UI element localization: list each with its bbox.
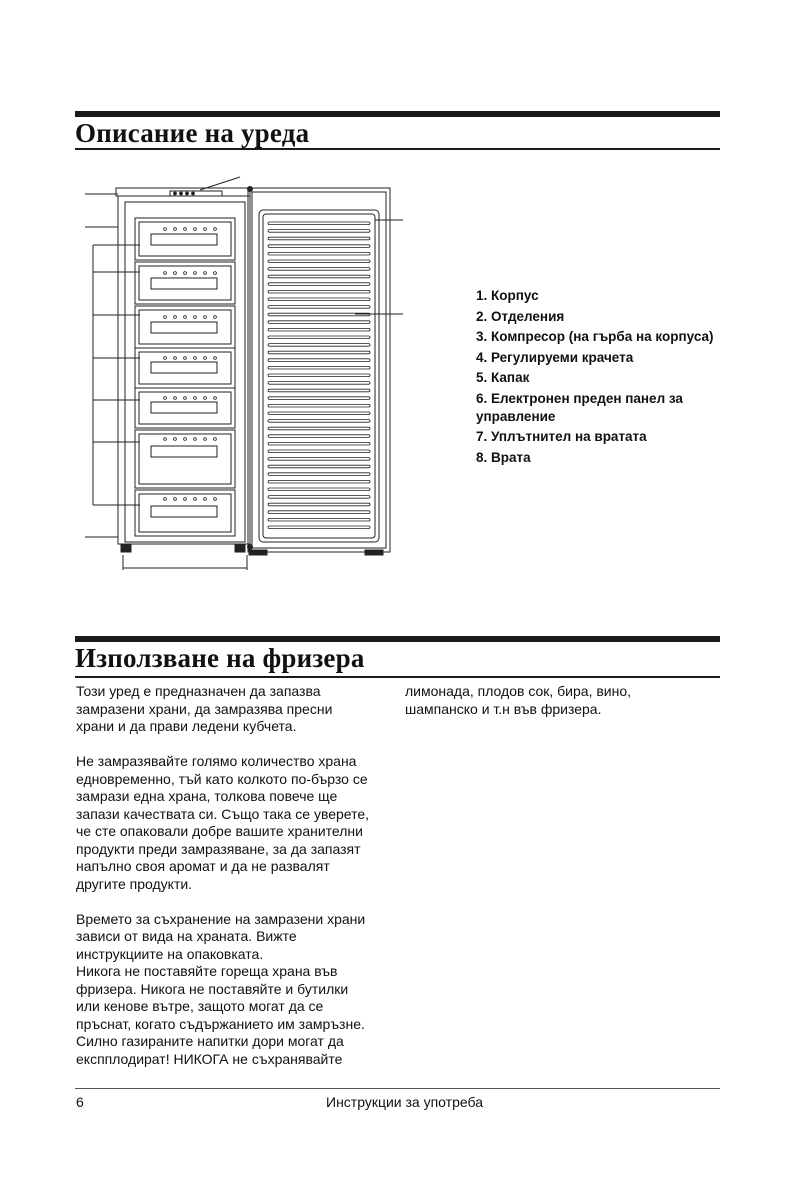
legend-item: 3. Компресор (на гърба на корпуса) (476, 329, 714, 344)
section-rule (75, 636, 720, 642)
drawer-dot (204, 438, 207, 441)
drawer-dot (194, 228, 197, 231)
drawer-dot (174, 498, 177, 501)
drawer-dot (194, 438, 197, 441)
drawer-dot (174, 228, 177, 231)
door-shelf-rib (268, 397, 370, 400)
door-shelf-rib (268, 268, 370, 271)
door-shelf-rib (268, 306, 370, 309)
door-shelf-rib (268, 420, 370, 423)
paragraph: Не замразявайте голямо количество храна едновременно, тъй като колкото по-бързо се замрази една храна, толкова повече ще запази качествата си. Също така се уверете, че сте опаковали добре вашите хранителни продукти преди замразяване, за да запазят напълно своя аромат и да не развалят другите продукти. (76, 753, 370, 892)
door-shelf-rib (268, 230, 370, 233)
drawer-dot (164, 498, 167, 501)
door-shelf-rib (268, 526, 370, 529)
drawer-dot (174, 357, 177, 360)
drawer-dot (214, 228, 217, 231)
drawer-dot (184, 438, 187, 441)
door-shelf-rib (268, 518, 370, 521)
drawer-dot (194, 357, 197, 360)
drawer-dot (174, 272, 177, 275)
drawer-dot (214, 316, 217, 319)
drawer-dot (214, 438, 217, 441)
door-shelf-rib (268, 503, 370, 506)
legend-item: 6. Електронен преден панел за управление (476, 390, 683, 424)
drawer-dot (204, 397, 207, 400)
drawer-dot (214, 357, 217, 360)
door-shelf-rib (268, 382, 370, 385)
door-shelf-rib (268, 321, 370, 324)
page-number: 6 (76, 1094, 84, 1110)
door-shelf-rib (268, 260, 370, 263)
legend-item: 7. Уплътнител на вратата (476, 429, 647, 444)
door-shelf-rib (268, 222, 370, 225)
door-shelf-rib (268, 275, 370, 278)
drawer-dot (164, 272, 167, 275)
door-shelf-rib (268, 290, 370, 293)
door-shelf-rib (268, 359, 370, 362)
drawer-dot (214, 272, 217, 275)
drawer-dot (194, 316, 197, 319)
title-underline (75, 676, 720, 678)
drawer-dot (174, 438, 177, 441)
door-shelf-rib (268, 458, 370, 461)
left-column (76, 683, 396, 1086)
drawer-dot (184, 228, 187, 231)
section-title-description: Описание на уреда (75, 118, 310, 148)
top-rule (75, 111, 720, 117)
door-shelf-rib (268, 412, 370, 415)
drawer-dot (184, 316, 187, 319)
door-shelf-rib (268, 496, 370, 499)
paragraph: Времето за съхранение на замразени храни зависи от вида на храната. Вижте инструкциите на опаковката. Никога не поставяйте гореща храна във фризера. Никога не поставяйте и бутилки или кенове вътре, защото могат да се пръснат, когато съдържанието им замръзне. Силно газираните напитки дори могат да експплодират! НИКОГА не съхранявайте (76, 910, 366, 1067)
footer-title: Инструкции за употреба (326, 1094, 483, 1110)
door-shelf-rib (268, 427, 370, 430)
legend-item: 5. Капак (476, 370, 530, 385)
drawer-dot (204, 498, 207, 501)
door-shelf-rib (268, 344, 370, 347)
door-shelf-rib (268, 488, 370, 491)
door-shelf-rib (268, 298, 370, 301)
drawer-dot (164, 397, 167, 400)
door-shelf-rib (268, 389, 370, 392)
door-shelf-rib (268, 450, 370, 453)
door-shelf-rib (268, 336, 370, 339)
door-shelf-rib (268, 511, 370, 514)
footer-rule (75, 1088, 720, 1089)
drawer-dot (174, 316, 177, 319)
door-shelf-rib (268, 252, 370, 255)
legend-item: 2. Отделения (476, 308, 565, 324)
section-title-usage: Използване на фризера (75, 643, 365, 673)
paragraph: Този уред е предназначен да запазва замразени храни, да замразява пресни храни и да прави ледени кубчета. (76, 683, 333, 734)
door-shelf-rib (268, 313, 370, 316)
drawer-dot (204, 316, 207, 319)
door-shelf-rib (268, 473, 370, 476)
legend-item: 8. Врата (476, 449, 531, 465)
drawer-dot (164, 228, 167, 231)
door-shelf-rib (268, 283, 370, 286)
drawer-dot (184, 272, 187, 275)
drawer-dot (194, 397, 197, 400)
drawer-dot (204, 357, 207, 360)
door-shelf-rib (268, 237, 370, 240)
drawer-dot (204, 272, 207, 275)
drawer-dot (204, 228, 207, 231)
drawer-dot (184, 397, 187, 400)
door-shelf-rib (268, 328, 370, 331)
drawer-dot (214, 498, 217, 501)
door-shelf-rib (268, 366, 370, 369)
freezer-diagram (85, 172, 415, 577)
door-shelf-rib (268, 245, 370, 248)
drawer-dot (194, 272, 197, 275)
paragraph: лимонада, плодов сок, бира, вино, шампанско и т.н във фризера. (405, 683, 632, 717)
parts-legend (476, 287, 746, 469)
legend-item: 1. Корпус (476, 288, 539, 303)
legend-item: 4. Регулируеми крачета (476, 349, 634, 365)
door-shelf-rib (268, 374, 370, 377)
drawer-dot (164, 357, 167, 360)
drawer-dot (184, 498, 187, 501)
title-underline (75, 148, 720, 150)
drawer-dot (164, 438, 167, 441)
drawer-dot (174, 397, 177, 400)
drawer-dot (184, 357, 187, 360)
door-shelf-rib (268, 404, 370, 407)
drawer-dot (194, 498, 197, 501)
door-shelf-rib (268, 351, 370, 354)
right-column (405, 683, 725, 736)
door-shelf-rib (268, 435, 370, 438)
door-shelf-rib (268, 442, 370, 445)
drawer-dot (214, 397, 217, 400)
drawer-dot (164, 316, 167, 319)
door-shelf-rib (268, 480, 370, 483)
door-shelf-rib (268, 465, 370, 468)
